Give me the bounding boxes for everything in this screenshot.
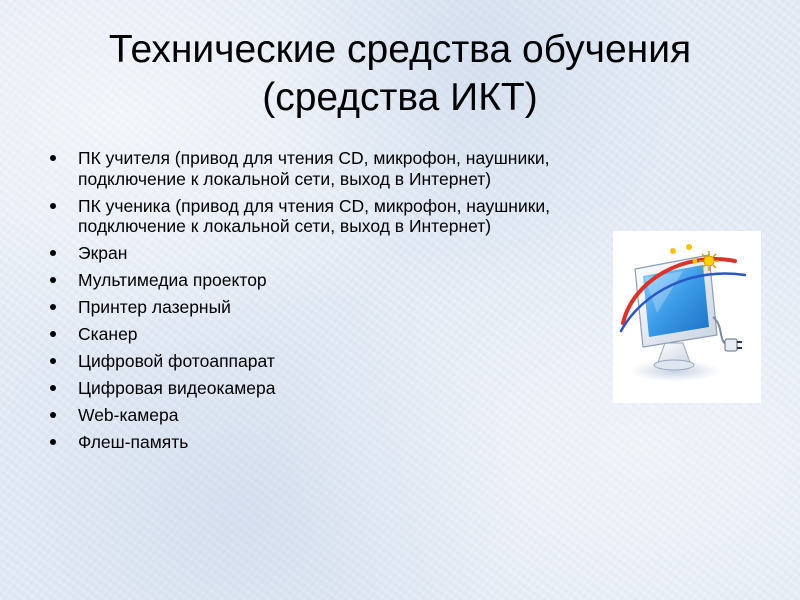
bullet-item-webcam: [50, 405, 598, 426]
bullet-item-scanner: [50, 324, 598, 345]
bullet-item-student-pc: [50, 196, 598, 237]
bullet-icon: [50, 439, 56, 445]
bullet-item-printer: [50, 297, 598, 318]
plug-body: [725, 339, 737, 351]
bullet-icon: [50, 277, 56, 283]
slide-title-line-2: (средства ИКТ): [262, 76, 538, 119]
plug-pin: [737, 347, 742, 349]
bullet-item-screen: [50, 243, 598, 264]
computer-monitor-illustration: [613, 231, 761, 403]
bullet-item-teacher-pc: [50, 148, 598, 189]
plug-pin: [737, 341, 742, 343]
bullet-text: Сканер: [78, 324, 138, 344]
bullet-text: Мультимедиа проектор: [78, 270, 267, 290]
bullet-item-flash-memory: [50, 432, 598, 453]
bullet-icon: [50, 155, 56, 161]
bullet-icon: [50, 331, 56, 337]
bullet-icon: [50, 358, 56, 364]
bullet-icon: [50, 412, 56, 418]
bullet-icon: [50, 203, 56, 209]
bullet-text: Цифровой фотоаппарат: [78, 351, 275, 371]
monitor-base: [654, 360, 694, 370]
bullet-text: Экран: [78, 243, 128, 263]
bullet-icon: [50, 385, 56, 391]
bullet-text: Флеш-память: [78, 432, 189, 452]
slide-title: [40, 26, 760, 122]
bullet-text: ПК ученика (привод для чтения CD, микрофон, наушники, подключение к локальной сети, выход в Интернет): [78, 195, 551, 236]
bullet-icon: [50, 250, 56, 256]
bullet-icon: [50, 304, 56, 310]
bullet-text: Web-камера: [78, 405, 179, 425]
bullet-text: Принтер лазерный: [78, 297, 231, 317]
bullet-item-camera: [50, 351, 598, 372]
bullet-item-projector: [50, 270, 598, 291]
bullet-list: [50, 148, 598, 459]
bullet-text: ПК учителя (привод для чтения CD, микрофон, наушники, подключение к локальной сети, выход в Интернет): [78, 148, 550, 189]
bullet-text: Цифровая видеокамера: [78, 378, 276, 398]
slide-title-line-1: Технические средства обучения: [108, 28, 692, 71]
computer-monitor-icon: [613, 231, 761, 403]
bullet-item-video-camera: [50, 378, 598, 399]
